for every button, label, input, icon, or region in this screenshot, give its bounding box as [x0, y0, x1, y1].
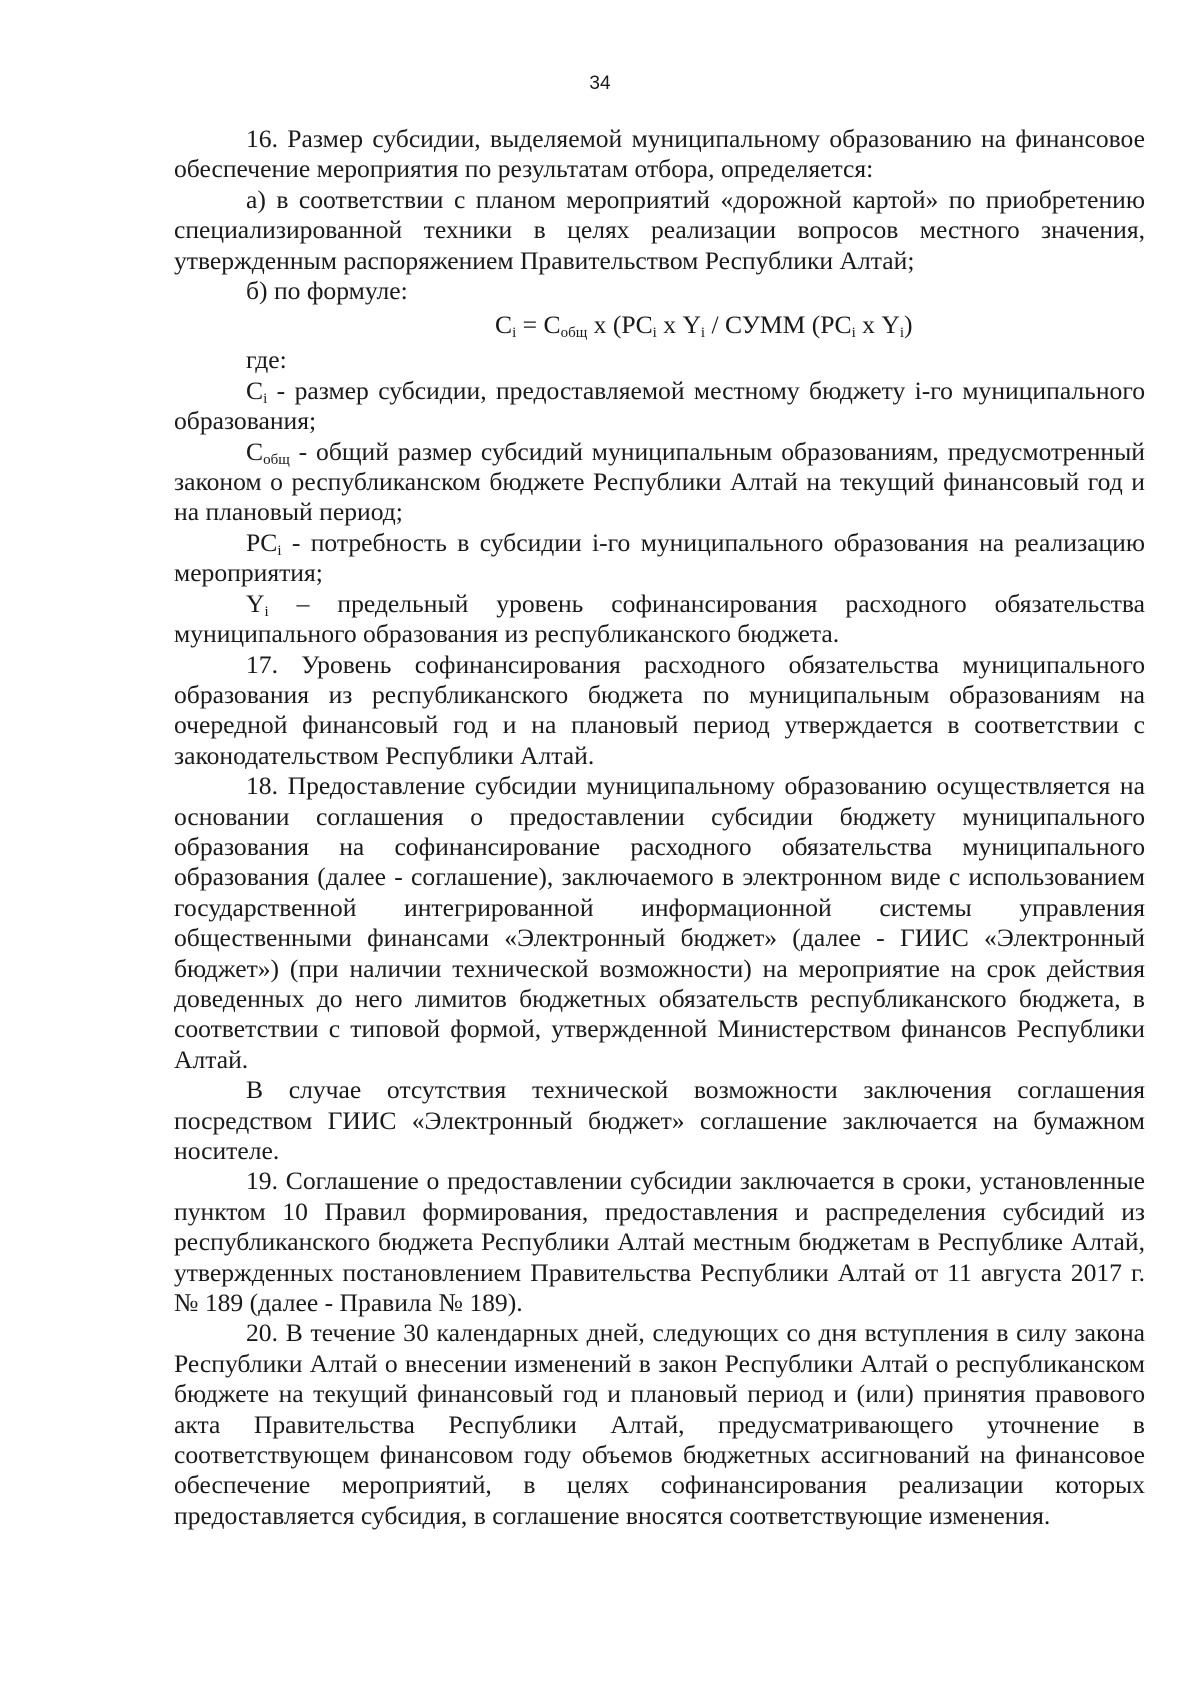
definition-ci: $C_i$ - размер субсидии, предоставляемой местному бюджету i-го муниципального образования;: [174, 375, 1145, 436]
paragraph-17: 17. Уровень софинансирования расходного обязательства муниципального образования из республиканского бюджета по муниципальным образованиям на очередной финансовый год и на плановый период утверждается в соответствии с законодательством Республики Алтай.: [174, 649, 1145, 770]
paragraph-18-b: В случае отсутствия технической возможности заключения соглашения посредством ГИИС «Электронный бюджет» соглашение заключается на бумажном носителе.: [174, 1075, 1145, 1165]
paragraph-20: 20. В течение 30 календарных дней, следующих со дня вступления в силу закона Республики Алтай о внесении изменений в закон Республики Алтай о республиканском бюджете на текущий финансовый год и плановый период и (или) принятия правового акта Правительства Республики Алтай, предусматривающего уточнение в соответствующем финансовом году объемов бюджетных ассигнований на финансовое обеспечение мероприятий, в целях софинансирования реализации которых предоставляется субсидия, в соглашение вносятся соответствующие изменения.: [174, 1318, 1145, 1530]
subsidy-formula: $C_i = C_{общ}$ х ($PC_i$ х $Y_i$ / СУММ ($PC_i$ х $Y_i$): [495, 310, 913, 342]
page-number: 34: [589, 73, 611, 94]
document-body: [174, 124, 1145, 1531]
where-label: где:: [246, 345, 287, 375]
paragraph-16-b: б) по формуле:: [246, 276, 408, 306]
paragraph-16: 16. Размер субсидии, выделяемой муниципальному образованию на финансовое обеспечение мероприятия по результатам отбора, определяется:: [174, 124, 1145, 184]
definition-yi: $Y_i$ – предельный уровень софинансирования расходного обязательства муниципального образования из республиканского бюджета.: [174, 588, 1145, 649]
paragraph-18: 18. Предоставление субсидии муниципальному образованию осуществляется на основании соглашения о предоставлении субсидии бюджету муниципального образования на софинансирование расходного обязательства муниципального образования (далее - соглашение), заключаемого в электронном виде с использованием государственной интегрированной информационной системы управления общественными финансами «Электронный бюджет» (далее - ГИИС «Электронный бюджет») (при наличии технической возможности) на мероприятие на срок действия доведенных до него лимитов бюджетных обязательств республиканского бюджета, в соответствии с типовой формой, утвержденной Министерством финансов Республики Алтай.: [174, 771, 1145, 1074]
definition-cobsh: $C_{общ}$ - общий размер субсидий муниципальным образованиям, предусмотренный законом о республиканском бюджете Республики Алтай на текущий финансовый год и на плановый период;: [174, 436, 1145, 527]
definition-pci: $PC_i$ - потребность в субсидии i-го муниципального образования на реализацию мероприятия;: [174, 527, 1145, 588]
paragraph-19: 19. Соглашение о предоставлении субсидии заключается в сроки, установленные пунктом 10 Правил формирования, предоставления и распределения субсидий из республиканского бюджета Республики Алтай местным бюджетам в Республике Алтай, утвержденных постановлением Правительства Республики Алтай от 11 августа 2017 г. № 189 (далее - Правила № 189).: [174, 1166, 1145, 1318]
paragraph-16-a: а) в соответствии с планом мероприятий «дорожной картой» по приобретению специализированной техники в целях реализации вопросов местного значения, утвержденным распоряжением Правительством Республики Алтай;: [174, 184, 1145, 275]
